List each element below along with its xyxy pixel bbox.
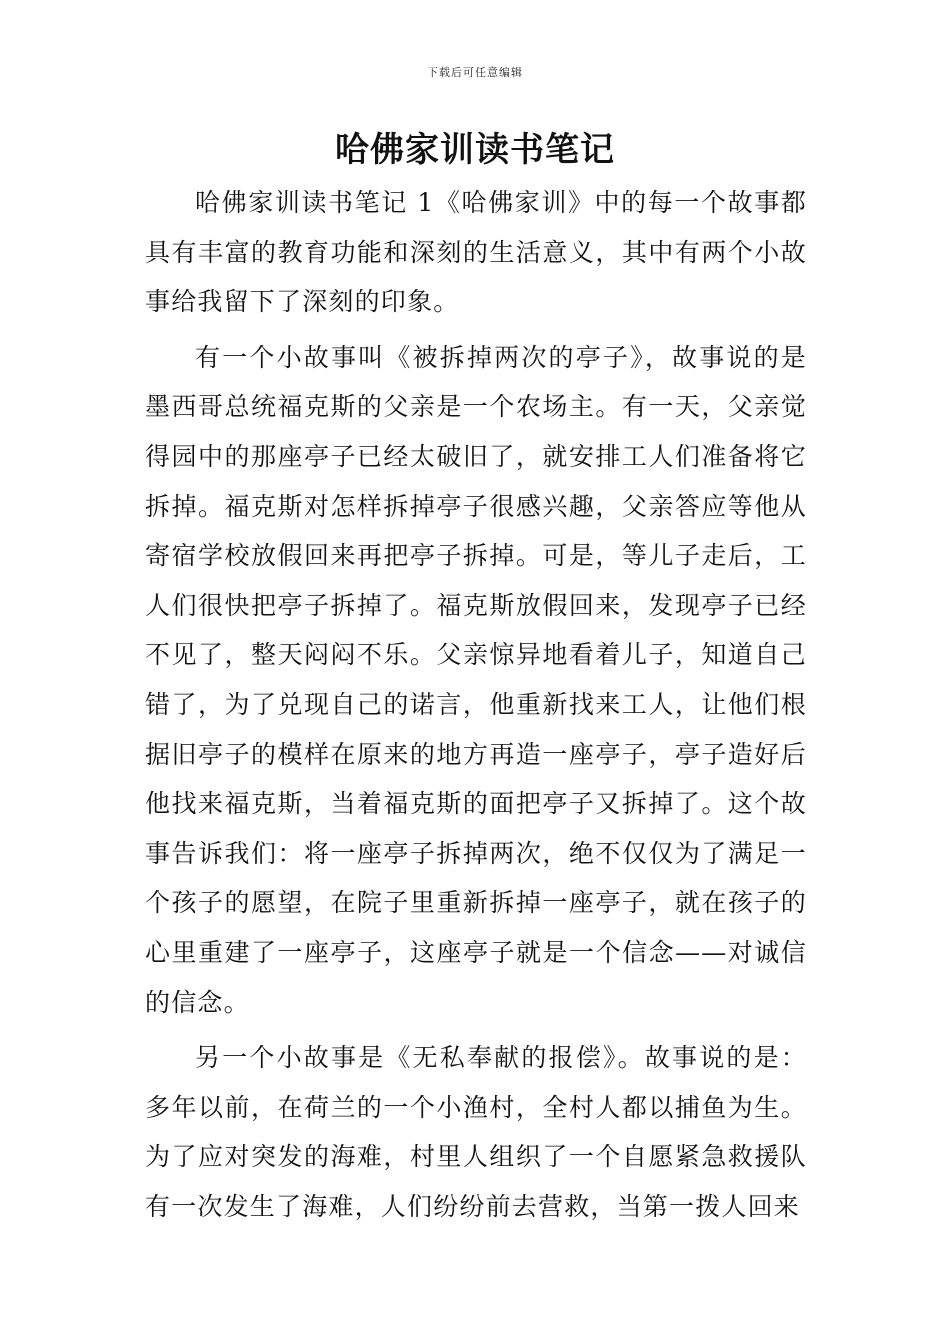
header-note: 下载后可任意编辑 bbox=[427, 66, 523, 79]
paragraph-intro: 哈佛家训读书笔记 1《哈佛家训》中的每一个故事都具有丰富的教育功能和深刻的生活意义，其中有两个小故事给我留下了深刻的印象。 bbox=[145, 188, 807, 317]
paragraph-pavilion-story: 有一个小故事叫《被拆掉两次的亭子》，故事说的是墨西哥总统福克斯的父亲是一个农场主。有一天，父亲觉得园中的那座亭子已经太破旧了，就安排工人们准备将它拆掉。福克斯对怎样拆掉亭子很感兴趣，父亲答应等他从寄宿学校放假回来再把亭子拆掉。可是，等儿子走后，工人们很快把亭子拆掉了。福克斯放假回来，发现亭子已经不见了，整天闷闷不乐。父亲惊异地看着儿子，知道自己错了，为了兑现自己的诺言，他重新找来工人，让他们根据旧亭子的模样在原来的地方再造一座亭子，亭子造好后他找来福克斯，当着福克斯的面把亭子又拆掉了。这个故事告诉我们：将一座亭子拆掉两次，绝不仅仅为了满足一个孩子的愿望，在院子里重新拆掉一座亭子，就在孩子的心里重建了一座亭子，这座亭子就是一个信念——对诚信的信念。 bbox=[145, 342, 807, 1017]
body-text bbox=[145, 178, 807, 1233]
paragraph-rescue-story: 另一个小故事是《无私奉献的报偿》。故事说的是：多年以前，在荷兰的一个小渔村，全村人都以捕鱼为生。为了应对突发的海难，村里人组织了一个自愿紧急救援队有一次发生了海难，人们纷纷前去营救，当第一拨人回来 bbox=[145, 1043, 807, 1221]
page-title: 哈佛家训读书笔记 bbox=[335, 130, 615, 170]
